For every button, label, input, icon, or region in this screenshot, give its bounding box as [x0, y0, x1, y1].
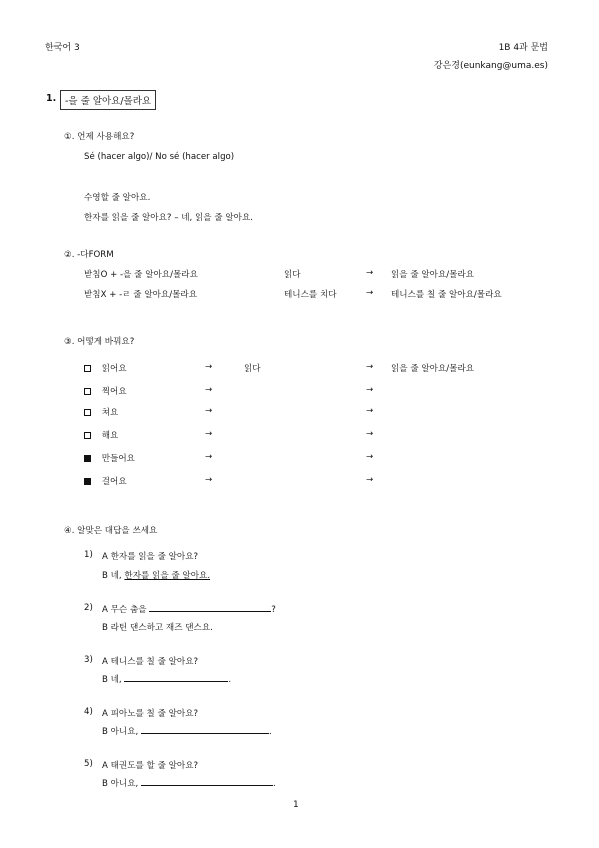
q2-verb-1: 읽다: [284, 270, 301, 280]
checkbox-icon: [84, 409, 91, 416]
q1-example-1: 수영할 줄 알아요.: [84, 193, 151, 203]
answer-blank[interactable]: [141, 785, 273, 786]
q4-question: A 한자를 읽을 줄 알아요?: [102, 552, 199, 562]
q3-word: 해요: [101, 431, 119, 441]
arrow-icon: →: [205, 475, 213, 485]
q4-heading: ④. 알맞은 대답을 쓰세요: [64, 526, 158, 536]
q4-answer: B 라틴 댄스하고 재즈 댄스요.: [102, 623, 213, 633]
q4-answer: [102, 777, 276, 789]
q4-answer: [102, 673, 231, 685]
filled-square-icon: [84, 455, 91, 462]
q2-verb-2: 테니스를 치다: [284, 290, 337, 300]
q4-answer: [102, 569, 210, 581]
q4-question: A 피아노를 칠 줄 알아요?: [102, 709, 199, 719]
q1-heading: ①. 언제 사용해요?: [64, 132, 135, 142]
q4-item-number: 1): [84, 550, 93, 560]
course-name: 한국어 3: [45, 43, 80, 53]
answer-blank[interactable]: [149, 611, 271, 612]
q1-meaning: Sé (hacer algo)/ No sé (hacer algo): [84, 152, 235, 162]
answer-text: 한자를 읽을 줄 알아요.: [124, 571, 211, 581]
q3-row: [84, 452, 135, 464]
answer-prefix: B 네,: [102, 571, 125, 581]
q3-row: [84, 429, 118, 441]
q3-heading: ③. 어떻게 바꿔요?: [64, 337, 135, 347]
q3-word: 찍어요: [101, 387, 127, 397]
arrow-icon: →: [366, 288, 374, 298]
arrow-icon: →: [366, 429, 374, 439]
q3-row: [84, 385, 127, 397]
q2-heading: ②. -다FORM: [64, 250, 114, 260]
q4-question: A 태권도를 할 줄 알아요?: [102, 761, 199, 771]
q3-row: [84, 362, 127, 374]
q2-result-1: 읽을 줄 알아요/몰라요: [391, 270, 475, 280]
q2-rule-2: 받침X + -ㄹ 줄 알아요/몰라요: [84, 290, 198, 300]
q4-item-number: 5): [84, 759, 93, 769]
arrow-icon: →: [366, 475, 374, 485]
page-number: 1: [293, 800, 299, 810]
q2-rule-1: 받침O + -을 줄 알아요/몰라요: [84, 270, 198, 280]
section-title: -을 줄 알아요/몰라요: [60, 90, 156, 110]
arrow-icon: →: [366, 452, 374, 462]
answer-prefix: B 아니요,: [102, 779, 141, 789]
q4-item-number: 4): [84, 707, 93, 717]
q3-word: 걸어요: [101, 477, 127, 487]
arrow-icon: →: [205, 385, 213, 395]
checkbox-icon: [84, 365, 91, 372]
checkbox-icon: [84, 432, 91, 439]
lesson-label: 1B 4과 문법: [498, 43, 548, 53]
q4-question: [102, 603, 276, 615]
arrow-icon: →: [366, 362, 374, 372]
arrow-icon: →: [205, 406, 213, 416]
checkbox-icon: [84, 388, 91, 395]
period: .: [228, 675, 232, 685]
answer-prefix: B 아니요,: [102, 727, 141, 737]
q3-row: [84, 475, 127, 487]
q2-result-2: 테니스를 칠 줄 알아요/몰라요: [391, 290, 502, 300]
arrow-icon: →: [366, 268, 374, 278]
q3-word: 읽어요: [101, 364, 127, 374]
period: .: [273, 779, 276, 789]
author-label: 강은경(eunkang@uma.es): [433, 61, 548, 71]
section-number: 1.: [46, 93, 57, 104]
q1-example-2: 한자를 읽을 줄 알아요? – 네, 읽을 줄 알아요.: [84, 213, 254, 223]
arrow-icon: →: [205, 452, 213, 462]
q3-row: [84, 406, 118, 418]
period: .: [269, 727, 272, 737]
q3-result: 읽을 줄 알아요/몰라요: [391, 364, 475, 374]
q4-question: A 테니스를 칠 줄 알아요?: [102, 657, 199, 667]
q3-word: 만들어요: [101, 454, 135, 464]
q3-base: 읽다: [244, 364, 261, 374]
filled-square-icon: [84, 478, 91, 485]
answer-blank[interactable]: [124, 681, 228, 682]
q4-item-number: 3): [84, 655, 93, 665]
q3-word: 쳐요: [101, 408, 119, 418]
arrow-icon: →: [366, 406, 374, 416]
question-mark: ?: [271, 605, 276, 615]
arrow-icon: →: [205, 429, 213, 439]
q4-item-number: 2): [84, 603, 93, 613]
q4-answer: [102, 725, 272, 737]
arrow-icon: →: [205, 362, 213, 372]
arrow-icon: →: [366, 385, 374, 395]
answer-blank[interactable]: [141, 733, 269, 734]
question-text: A 무슨 춤을: [102, 605, 150, 615]
answer-prefix: B 네,: [102, 675, 125, 685]
